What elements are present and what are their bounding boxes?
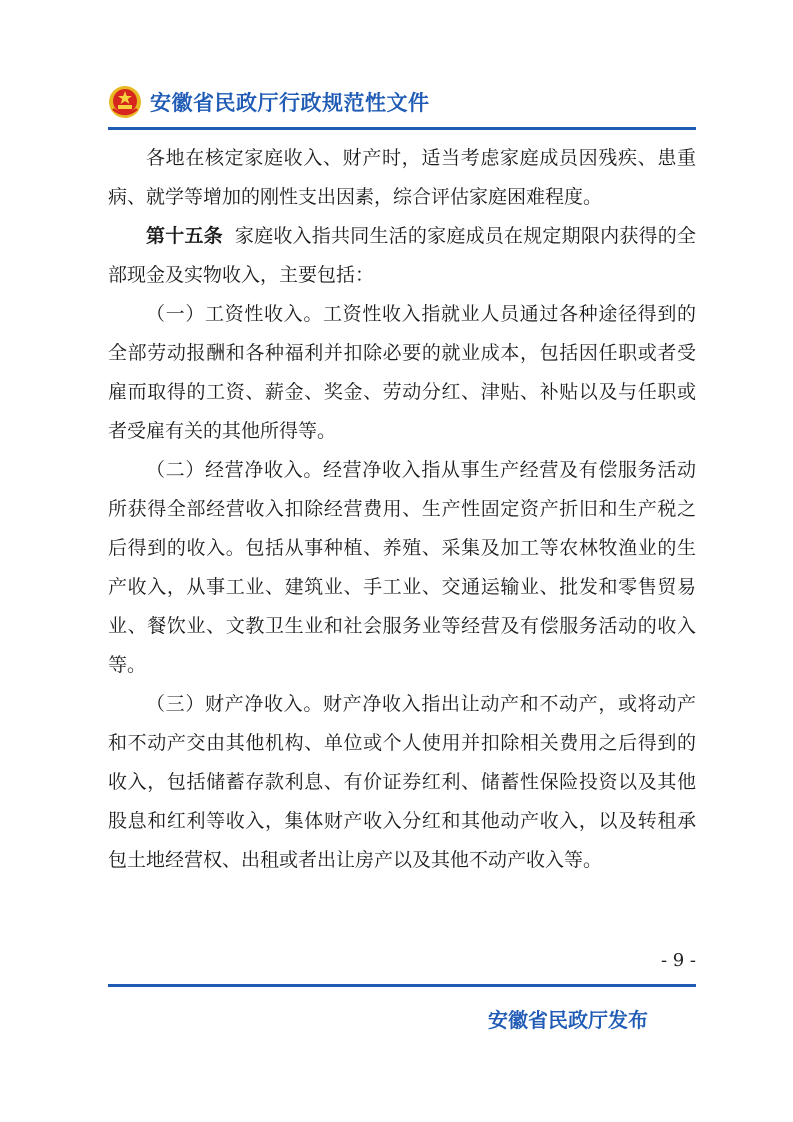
header-title: 安徽省民政厅行政规范性文件 <box>150 91 430 115</box>
article-text: 家庭收入指共同生活的家庭成员在规定期限内获得的全部现金及实物收入，主要包括： <box>108 225 696 286</box>
page-number: - 9 - <box>660 950 696 971</box>
paragraph: 各地在核定家庭收入、财产时，适当考虑家庭成员因残疾、患重病、就学等增加的刚性支出因素，综合评估家庭困难程度。 <box>108 147 696 208</box>
article-number: 第十五条 <box>146 225 223 247</box>
footer-divider <box>108 984 696 987</box>
header-divider <box>108 127 696 130</box>
paragraph: （三）财产净收入。财产净收入指出让动产和不动产，或将动产和不动产交由其他机构、单位或个人使用并扣除相关费用之后得到的收入，包括储蓄存款利息、有价证券红利、储蓄性保险投资以及其他股息和红利等收入，集体财产收入分红和其他动产收入，以及转租承包土地经营权、出租或者出让房产以及其他不动产收入等。 <box>108 693 696 871</box>
paragraph: （二）经营净收入。经营净收入指从事生产经营及有偿服务活动所获得全部经营收入扣除经营费用、生产性固定资产折旧和生产税之后得到的收入。包括从事种植、养殖、采集及加工等农林牧渔业的生产收入，从事工业、建筑业、手工业、交通运输业、批发和零售贸易业、餐饮业、文教卫生业和社会服务业等经营及有偿服务活动的收入等。 <box>108 459 696 676</box>
paragraph: （一）工资性收入。工资性收入指就业人员通过各种途径得到的全部劳动报酬和各种福利并扣除必要的就业成本，包括因任职或者受雇而取得的工资、薪金、奖金、劳动分红、津贴、补贴以及与任职或者受雇有关的其他所得等。 <box>108 303 696 442</box>
national-emblem-icon <box>108 85 142 119</box>
document-header <box>108 84 430 120</box>
publisher-label: 安徽省民政厅发布 <box>488 1008 648 1032</box>
paragraph-article-15 <box>108 217 696 295</box>
document-body <box>108 139 696 880</box>
